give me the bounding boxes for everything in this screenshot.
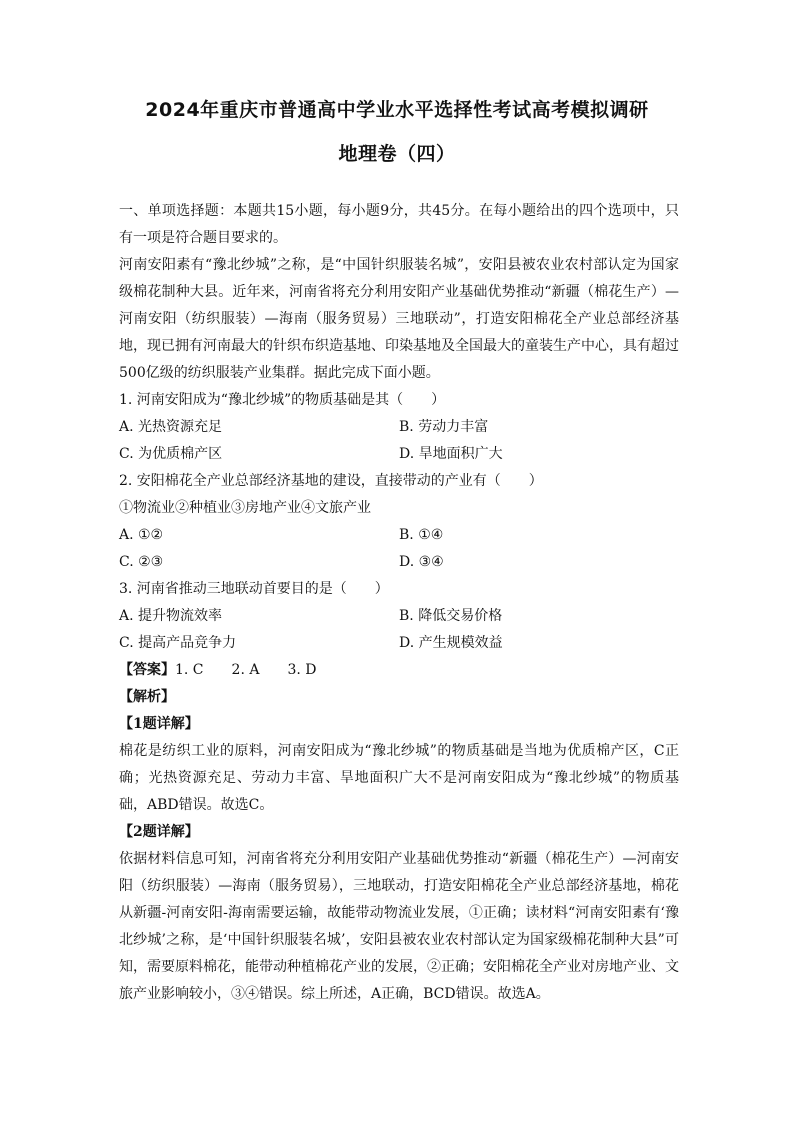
answer-3: 3. D [287,662,317,678]
exam-subtitle: 地理卷（四） [338,143,456,165]
detail-1-heading: 【1题详解】 [119,716,199,732]
question-2-options-row-1 [119,522,679,549]
question-3-stem: 3. 河南省推动三地联动首要目的是（ ） [119,581,389,597]
detail-2-text: 依据材料信息可知，河南省将充分利用安阳产业基础优势推动“新疆（棉花生产）—河南安阳（纺织服装）—海南（服务贸易），三地联动，打造安阳棉花全产业总部经济基地，棉花从新疆-河南安阳-海南需要运输，故能带动物流业发展，①正确；读材料“河南安阳素有‘豫北纱城’之称，是‘中国针织服装名城’，安阳县被农业农村部认定为国家级棉花制种大县”可知，需要原料棉花，能带动种植棉花产业的发展，②正确；安阳棉花全产业对房地产业、文旅产业影响较小，③④错误。综上所述，A正确，BCD错误。故选A。 [119,851,679,1002]
answer-1: 1. C [175,662,204,678]
answer-2: 2. A [231,662,260,678]
material-text: 河南安阳素有“豫北纱城”之称，是“中国针织服装名城”，安阳县被农业农村部认定为国家级棉花制种大县。近年来，河南省将充分利用安阳产业基础优势推动“新疆（棉花生产）—河南安阳（纺织服装）—海南（服务贸易）三地联动”，打造安阳棉花全产业总部经济基地，现已拥有河南最大的针织布织造基地、印染基地及全国最大的童装生产中心，具有超过500亿级的纺织服装产业集群。据此完成下面小题。 [119,257,679,381]
question-3-options-row-2 [119,630,679,657]
question-2-sub-items: ①物流业②种植业③房地产业④文旅产业 [119,500,371,516]
detail-2-heading: 【2题详解】 [119,824,199,840]
detail-1-text: 棉花是纺织工业的原料，河南安阳成为“豫北纱城”的物质基础是当地为优质棉产区，C正确；光热资源充足、劳动力丰富、旱地面积广大不是河南安阳成为“豫北纱城”的物质基础，ABD错误。故选C。 [119,743,679,813]
question-1-option-c: C. 为优质棉产区 [119,446,223,462]
question-3-options-row-1 [119,603,679,630]
question-1-option-b: B. 劳动力丰富 [399,419,489,435]
answer-line [119,657,679,684]
question-3-option-a: A. 提升物流效率 [119,608,223,624]
section-heading: 一、单项选择题：本题共15小题，每小题9分，共45分。在每小题给出的四个选项中，只有一项是符合题目要求的。 [119,203,679,246]
question-1-options-row-2 [119,441,679,468]
question-2-option-b: B. ①④ [399,527,444,543]
exam-content [119,198,679,1008]
question-3-option-b: B. 降低交易价格 [399,608,503,624]
question-1-option-a: A. 光热资源充足 [119,419,223,435]
question-2-option-c: C. ②③ [119,554,164,570]
answer-label: 【答案】 [119,662,175,678]
question-3-option-d: D. 产生规模效益 [399,635,503,651]
question-1-option-d: D. 旱地面积广大 [399,446,503,462]
question-2-stem: 2. 安阳棉花全产业总部经济基地的建设，直接带动的产业有（ ） [119,473,543,489]
question-2-option-d: D. ③④ [399,554,444,570]
question-2-options-row-2 [119,549,679,576]
question-3-option-c: C. 提高产品竞争力 [119,635,237,651]
question-1-options-row-1 [119,414,679,441]
question-1-stem: 1. 河南安阳成为“豫北纱城”的物质基础是其（ ） [119,392,446,408]
analysis-label: 【解析】 [119,689,175,705]
exam-title: 2024年重庆市普通高中学业水平选择性考试高考模拟调研 [145,99,649,121]
question-2-option-a: A. ①② [119,527,164,543]
